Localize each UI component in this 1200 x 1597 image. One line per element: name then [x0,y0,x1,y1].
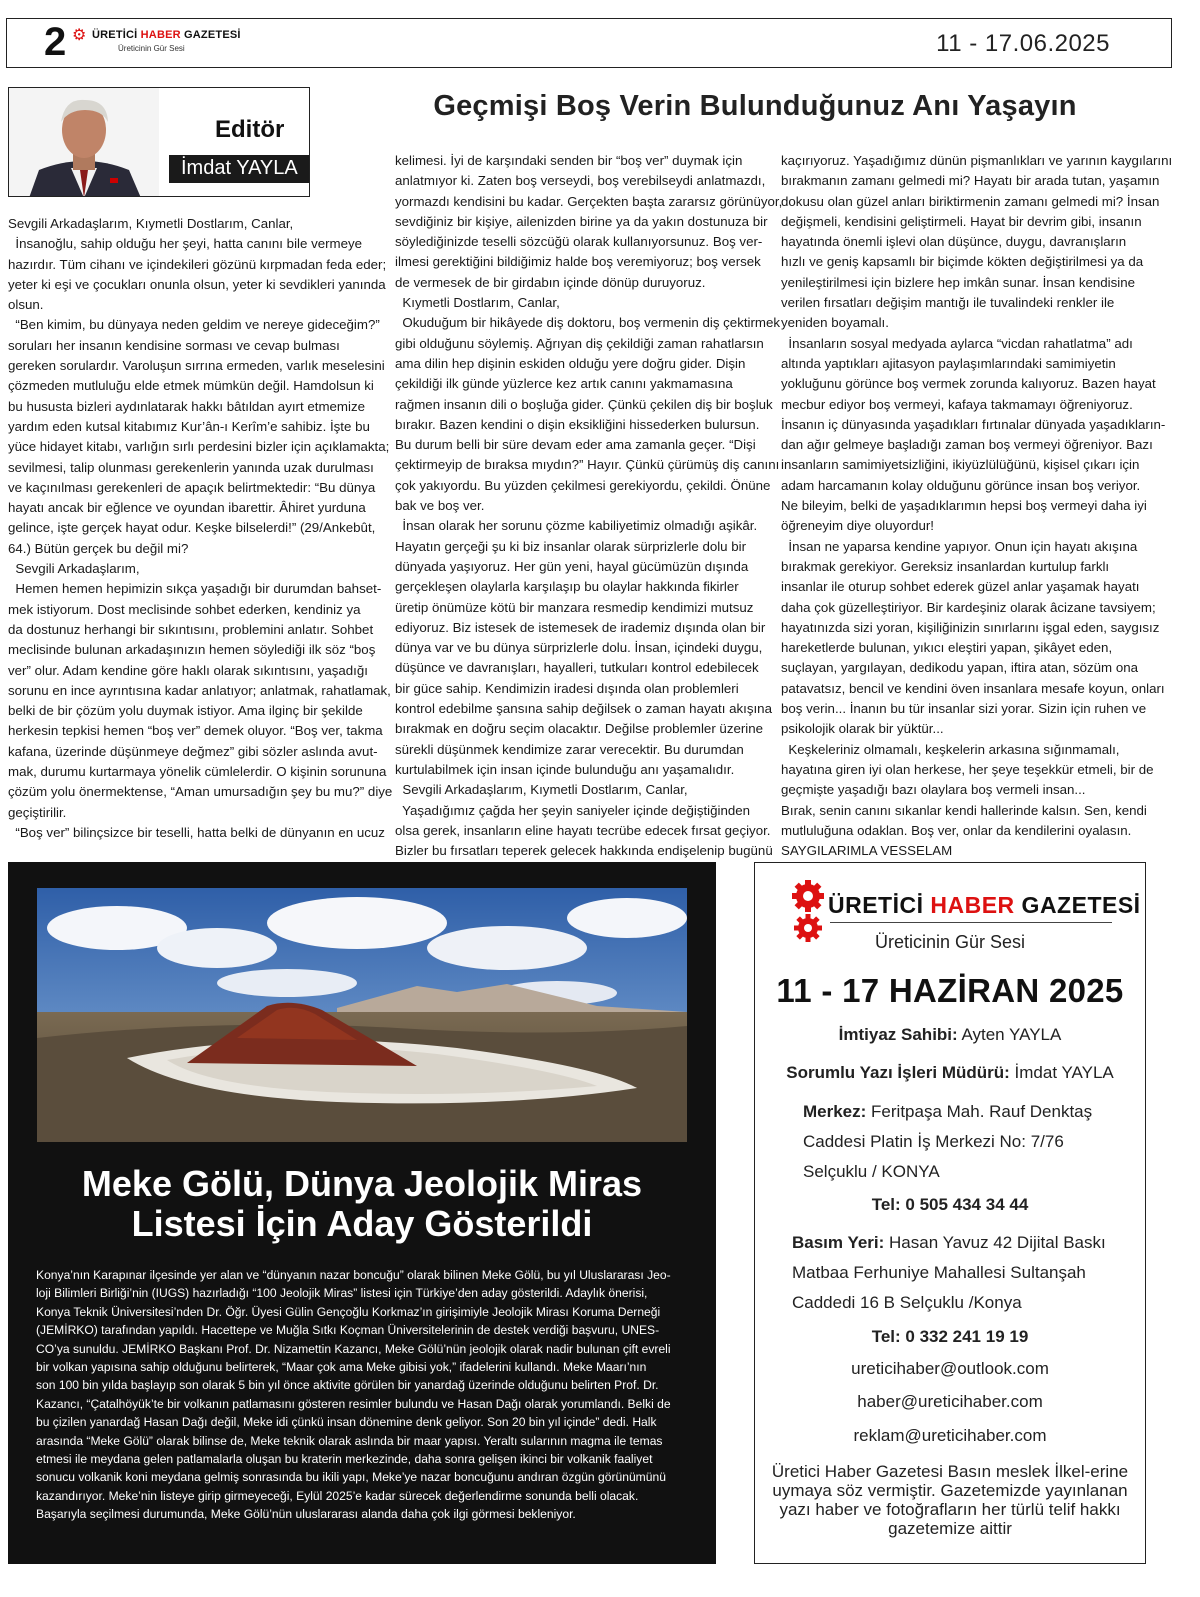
page-number: 2 [44,20,67,64]
text-line: Başarıyla seçilmesi durumunda, Meke Gölü’nün uluslararası alanda daha çok ilgi görmesi bekleniyor. [36,1507,576,1522]
text-line: yokluğunu görünce boş vermek zorunda kalıyoruz. Bazen hayat [781,376,1156,392]
text-line: ama dilin hep dişinin eskiden olduğu yere doğru gider. Dişin [395,355,746,371]
text-line: kurtulabilmek için insan içinde bulunduğu anı yaşamalıdır. [395,761,735,777]
text-line: Keşkeleriniz olmamalı, keşkelerin arkasına sığınmamalı, [781,741,1120,757]
text-line: “Boş ver” bilinçsizce bir teselli, hatta belki de dünyanın en ucuz [8,824,385,840]
text-line: gibi olduğunu söylemiş. Ağrıyan diş çekildiği zaman rahatlarsın [395,335,764,351]
text-line: meclisinde bulunan arkadaşınızın hemen söylediği ilk söz “boş [8,642,376,658]
text-line: hayatı ancak bir eğlence ve oyundan ibarettir. Âhiret yurduna [8,500,366,516]
masthead-editor: Sorumlu Yazı İşleri Müdürü: İmdat YAYLA [786,1063,1114,1082]
text-line: hazırdır. Tüm cihanı ve içindekileri gözünü kırpmadan feda eder; [8,256,387,272]
masthead-phone-1: Tel: 0 505 434 34 44 [871,1195,1029,1214]
text-line: suçlayan, yargılayan, dedikodu yapan, iftira atan, sözüm ona [781,660,1139,676]
masthead-email-1[interactable]: ureticihaber@outlook.com [851,1359,1049,1378]
text-line: herkesin tepkisi hemen “boş ver” demek oluyor. “Boş ver, takma [8,723,383,739]
text-line: sorunu en ince ayrıntısına kadar anlatıyor; anlatmak, rahatlamak, [8,682,391,698]
text-line: da dostunuz herhangi bir sıkıntısını, problemini anlatır. Sohbet [8,621,374,637]
text-line: Yaşadığımız çağda her şeyin saniyeler içinde değiştiğinden [395,802,751,818]
text-line: Okuduğum bir hikâyede diş doktoru, boş vermenin diş çektirmek [395,315,781,331]
text-line: boş verin... İnanın bu tür insanlar sizi yorar. Sizin için ruhen ve [781,701,1147,717]
text-line: Bizler bu fırsatları teperek gelecek hakkında endişelenip bugünü [395,843,773,859]
header-brand: ÜRETİCİ HABER GAZETESİ [92,29,241,41]
text-line: düşünce ve davranışları, hayalleri, tutkuları kontrol edebilecek [395,660,759,676]
meke-lake-photo [37,888,687,1142]
text-line: kafana, üzerinde düşünmeye değmez” gibi sözler aslında avut- [8,743,378,759]
text-line: kaçırıyoruz. Yaşadığımız dünün pişmanlıkları ve yarının kaygılarını [781,153,1173,168]
text-line: altında yaptıkları ajitasyon paylaşımlarındaki samimiyetin [781,355,1116,371]
text-line: Hayatın gerçeği şu ki biz insanlar olarak sürprizlerle dolu bir [395,538,747,554]
text-line: arasında “Meke Gölü” olarak bilinse de, Meke teknik olarak aslında bir maar yapısı. Yeraltı sularının magma ile temas [36,1433,663,1448]
text-line: bırakmanın zamanı gelmedi mi? Hayatı bir arada tutan, yaşamın [781,173,1160,189]
text-line: bırakmak en doğru seçim olacaktır. Değilse problemler üzerine [395,721,764,737]
text-line: hayatınızda sizi yoran, kişiliğinizin sınırlarını işgal eden, saygısız [781,619,1160,635]
text-line: bir güce sahip. Kendimizin iradesi dışında olan problemleri [395,680,739,696]
text-line: son 100 bin yılda başlayıp son olarak 5 bin yıl önce aktivite görülen bir yanardağ üzerinde olduğunu belirten Prof. Dr. [36,1378,659,1393]
text-line: yormazdı kendisini bu kadar. Gerçekten başta zararsız görünüyor, [395,193,783,209]
text-line: söylediğinizde teselli sözcüğü olarak kullanıyorsunuz. Boş ver- [395,234,763,250]
editor-label: Editör [215,116,285,143]
masthead-date: 11 - 17 HAZİRAN 2025 [776,972,1124,1009]
text-line: Ne bileyim, belki de yaşadıklarımın hepsi boş vermeyi daha iyi [781,498,1147,514]
text-line: çok yakıyordu. Bu yüzden çekilmesi gerekiyordu, çekildi. Önüne [395,477,771,493]
text-line: de vermesek de bir girdabın içinde dönüp duruyoruz. [395,274,706,290]
text-line: İnsan ne yaparsa kendine yapıyor. Onun için hayatı akışına [781,538,1138,554]
text-line: çözmeden mutluluğu elde etmek mümkün değil. Hamdolsun ki [8,378,374,394]
editor-box [8,87,310,197]
text-line: patavatsız, bencil ve kendini öven insanlara mesafe koyun, onları [781,680,1165,696]
text-line: hızlı ve geniş kapsamlı bir biçimde kökten değiştirilmesi ya da [781,254,1144,270]
text-line: ver” olur. Adam kendine göre haklı olarak sıkıntısını, yaşadığı [8,662,368,678]
text-line: kazandırıyor. Meke’nin listeye girip girmeyeceği, Eylül 2025’e kadar sürecek değerlendirme sonunda belli olacak. [36,1488,639,1503]
text-line: Konya’nın Karapınar ilçesinde yer alan ve “dünyanın nazar boncuğu” olarak bilinen Meke Gölü, bu yıl Uluslararası Jeo- [36,1268,671,1282]
text-line: Bu durum belli bir süre devam eder ama zamanla geçer. “Dişi [395,437,756,453]
text-line: sürekli düşünmek kendimize zarar verecektir. Bu durumdan [395,741,744,757]
text-line: kelimesi. İyi de karşındaki senden bir “boş ver” duymak için [395,153,743,168]
text-line: dünya var ve bu dünya sürprizlerle dolu. İnsan, içindeki duygu, [395,640,763,656]
text-line: adam harcamanın kolay olduğunu görünce insan boş veriyor. [781,477,1141,493]
text-line: İnsanoğlu, sahip olduğu her şeyi, hatta canını bile vermeye [8,236,363,252]
text-line: dünyada yaşıyoruz. Her gün yeni, hayal gücümüzün dışında [395,558,749,574]
text-line: gereken sorulardır. Varoluşun sırrına ermeden, varlık meselesini [8,358,385,374]
masthead-center-address: Merkez: Feritpaşa Mah. Rauf Denktaş Caddesi Platin İş Merkezi No: 7/76 Selçuklu / KONYA [803,1102,1093,1181]
feature-body [36,1266,696,1524]
text-line: Sevgili Arkadaşlarım, [8,561,140,577]
page-header [0,0,1200,70]
masthead-print-address: Basım Yeri: Hasan Yavuz 42 Dijital Baskı Matbaa Ferhuniye Mahallesi Sultanşah Caddedi 16 B Selçuklu /Konya [792,1233,1106,1312]
text-line: Sevgili Arkadaşlarım, Kıymetli Dostlarım, Canlar, [8,216,294,231]
text-line: yenileştirilmesi için bizlere hep imkân sunar. İnsan kendisine [781,274,1136,290]
text-line: verilen fırsatları değişim mantığı ile tuvalindeki renkler ile [781,295,1115,311]
text-line: gerçekleşen olaylarla karşılaşıp bu olaylar hakkında fikirler [395,579,739,595]
text-line: hayatına giren iyi olan herkese, her şeye teşekkür etmeli, bir de [781,761,1154,777]
gear-icon: ⚙ [72,27,87,44]
text-line: “Ben kimim, bu dünyaya neden geldim ve nereye gideceğim?” [8,317,380,333]
feature-title: Meke Gölü, Dünya Jeolojik Miras Listesi İçin Aday Gösterildi [81,1163,643,1244]
text-line: Konya Teknik Üniversitesi’nden Dr. Öğr. Üyesi Gülin Gençoğlu Korkmaz’ın girişimiyle Jeolojik Mirası Koruma Derneği [36,1304,661,1319]
text-line: hayatında önemli işlevi olan düşünce, duygu, davranışların [781,234,1127,250]
text-line: mutluluğuna odaklan. Boş ver, onlar da kendilerini oyalasın. [781,822,1132,838]
text-line: Kazancı, “Çatalhöyük’te bir volkanın patlamasını gösteren resimler bulundu ve Hasan Dağı olarak yorumlandı. Belki de [36,1396,671,1411]
text-line: insanların samimiyetsizliğini, ikiyüzlülüğünü, kişisel çıkarı için [781,457,1140,473]
text-line: İnsan olarak her sorunu çözme kabiliyetimiz olmadığı aşikâr. [395,518,758,534]
text-line: mak, durumu kurtarmaya yönelik cümlelerdir. O kişinin sorununa [8,764,387,780]
text-line: mecbur ediyor boş vermeyi, kafaya takmamayı öğreniyoruz. [781,396,1133,412]
text-line: İnsanların sosyal medyada aylarca “vicdan rahatlatma” adı [781,335,1133,351]
text-line: sevilmesi, talip olunması gerekenlerin yanında uzak durulması [8,459,374,475]
masthead-phone-2: Tel: 0 332 241 19 19 [871,1327,1029,1346]
text-line: anlatmıyor ki. Zaten boş verseydi, boş verebilseydi anlatmazdı, [395,173,766,189]
text-line: SAYGILARIMLA VESSELAM [781,843,953,859]
text-line: gelince, işte gerçek hayat odur. Keşke bilselerdi!” (29/Ankebût, [8,520,376,536]
text-line: yüce hidayet kitabı, varlığın sırlı perdesini bizler için açıklamakta; [8,439,390,455]
text-line: bu çizilen yanardağ Hasan Dağı değil, Meke idi çünkü insan dönemine denk geliyor. Son 20 bin yıl içinde” dedi. Halk [36,1415,657,1430]
text-line: yeniden boyamalı. [781,315,889,331]
text-line: değişmeli, kendisini geliştirmeli. Hayat bir devrim gibi, insanın [781,213,1142,229]
masthead-owner: İmtiyaz Sahibi: Ayten YAYLA [838,1025,1062,1044]
text-line: rağmen insanın dili o boşluğa gider. Çünkü çekilen diş bir boşluk [395,396,773,412]
text-line: Hemen hemen hepimizin sıkça yaşadığı bir durumdan bahset- [8,581,382,597]
text-line: yeter ki eşi ve çocukları onunla olsun, yeter ki sevdikleri yanında [8,276,386,292]
text-line: sonucu volkanik koni meydana gelmiş sonrasında bu ikili yapı, Meke’ye nazar boncuğunu andıran özgün görünümünü [36,1470,666,1485]
text-line: CO’ya sunuldu. JEMİRKO Başkanı Prof. Dr. Nizamettin Kazancı, Meke Gölü’nün jeolojik olarak nadir bulunan çift evreli [36,1341,671,1356]
issue-date: 11 - 17.06.2025 [936,30,1110,57]
text-line: (JEMİRKO) tarafından yapıldı. Hacettepe ve Muğla Sıtkı Koçman Üniversitelerinin de destek verdiği başvuru, UNES- [36,1323,660,1338]
text-line: geçmişte yaşadığı bazı olaylara boş vermeli insan... [781,782,1086,798]
text-line: hareketlerde bulunan, yıkıcı eleştiri yapan, şikâyet eden, [781,640,1113,656]
article-column-3 [781,151,1173,861]
text-line: Bırak, senin canını sıkanlar kendi hallerinde kalsın. Sen, kendi [781,802,1147,818]
text-line: 64.) Bütün gerçek bu değil mi? [8,540,189,556]
article-headline: Geçmişi Boş Verin Bulunduğunuz Anı Yaşayın [433,90,1077,122]
text-line: üretip önümüze kötü bir manzara resmedip kendimizi mutsuz [395,599,754,615]
text-line: daha çok güzelleştiriyor. Bir kardeşiniz olarak âcizane tavsiyem; [781,599,1156,615]
text-line: loji Bilimleri Birliği’nin (IUGS) hazırladığı “100 Jeolojik Miras” listesi için Türkiye’den aday gösterildi. Adaylık önerisi, [36,1286,648,1301]
text-line: Sevgili Arkadaşlarım, Kıymetli Dostlarım, Canlar, [395,782,688,798]
text-line: çektirmeyip de bıraksa mıydın?” Hayır. Çünkü çürümüş diş canını [395,457,780,473]
text-line: ve kaçınılması gerekenleri de apaçık belirtmektedir: “Bu dünya [8,479,376,495]
text-line: yardım eden kutsal kitabımız Kur’ân-ı Kerîm’e sahibiz. İşte bu [8,418,370,434]
header-slogan: Üreticinin Gür Sesi [118,44,185,53]
text-line: mek istiyorum. Dost meclisinde sohbet ederken, kendiniz ya [8,601,361,617]
text-line: kontrol edebilme şansına sahip değilsek o zaman hayatı akışına [395,701,772,717]
text-line: sevdiğiniz bir kişiye, ailenizden birine ya da yakın dostunuza bir [395,213,768,229]
text-line: olsa gerek, insanların eline hayatı tecrübe edecek fırsat geçiyor. [395,822,771,838]
text-line: öğreneyim diye oluyordur! [781,518,934,534]
masthead-divider [830,922,1112,923]
text-line: bak ve boş ver. [395,498,485,514]
feature-box [8,862,716,1564]
text-line: bu hususta bizleri aydınlatarak hakkı bâtıldan ayırt etmemize [8,398,365,414]
article-column-2 [395,151,783,861]
masthead-email-3[interactable]: reklam@ureticihaber.com [853,1426,1047,1445]
text-line: ilmesi gerektiğini bildiğimiz halde boş veremiyoruz; boş versek [395,254,761,270]
masthead-copyright-notice: Üretici Haber Gazetesi Basın meslek İlkel-erine uymaya söz vermiştir. Gazetemizde yayınlanan yazı haber ve fotoğrafların her türlü telif hakkı gazetemize aittir [771,1462,1129,1538]
masthead-slogan: Üreticinin Gür Sesi [874,932,1026,952]
text-line: Kıymetli Dostlarım, Canlar, [395,295,560,311]
text-line: ediyoruz. Biz istesek de istemesek de irademiz dışında olan bir [395,619,766,635]
text-line: geçiştirilir. [8,804,67,820]
text-line: psikolojik olarak bir yüktür... [781,721,944,737]
text-line: olsun. [8,297,44,313]
text-line: belki de bir çözüm yolu duymak istiyor. Ama ilginç bir şekilde [8,703,363,719]
editor-photo [9,88,159,197]
article-column-1 [8,214,393,843]
text-line: bırakır. Bazen kendini o dişin eksikliğini hissederken bulursun. [395,416,760,432]
masthead-email-2[interactable]: haber@ureticihaber.com [857,1392,1043,1411]
text-line: insanlar ile oturup sohbet ederek güzel anlar yaşamak hayatı [781,579,1140,595]
masthead-brand: ÜRETİCİ HABER GAZETESİ [828,892,1141,918]
text-line: etmesi ile meydana gelen patlamalarla oluşan bu kraterin merkezinde, daha sonra gelişen ikinci bir volkanik faaliyet [36,1452,653,1467]
text-line: çekildiği ilk günde yüzlerce kez artık canını yakmamasına [395,376,733,392]
text-line: bir volkan yapısına sahip olduğunu belirterek, “Maar çok ama Meke gibisi yok,” ifadelerini kullandı. Meke Maarı’nın [36,1360,647,1375]
editor-name: İmdat YAYLA [181,157,298,179]
text-line: İnsanın iç dünyasında yaşadıkları fırtınalar dünyada yaşadıkların- [781,416,1166,432]
text-line: soruları her insanın kendisine sorması ve cevap bulması [8,337,340,353]
text-line: çözüm yolu önermektense, “Aman umursadığın şey bu mu?” diye [8,784,393,800]
text-line: dokusu olan güzel anları biriktirmenin zamanı gelmedi mi? İnsan [781,193,1160,209]
text-line: bırakmak gerekiyor. Gereksiz insanlardan kurtulup farklı [781,558,1110,574]
text-line: dan ağır gelmeye başladığı zaman boş vermeyi öğreniyor. Bazı [781,437,1153,453]
